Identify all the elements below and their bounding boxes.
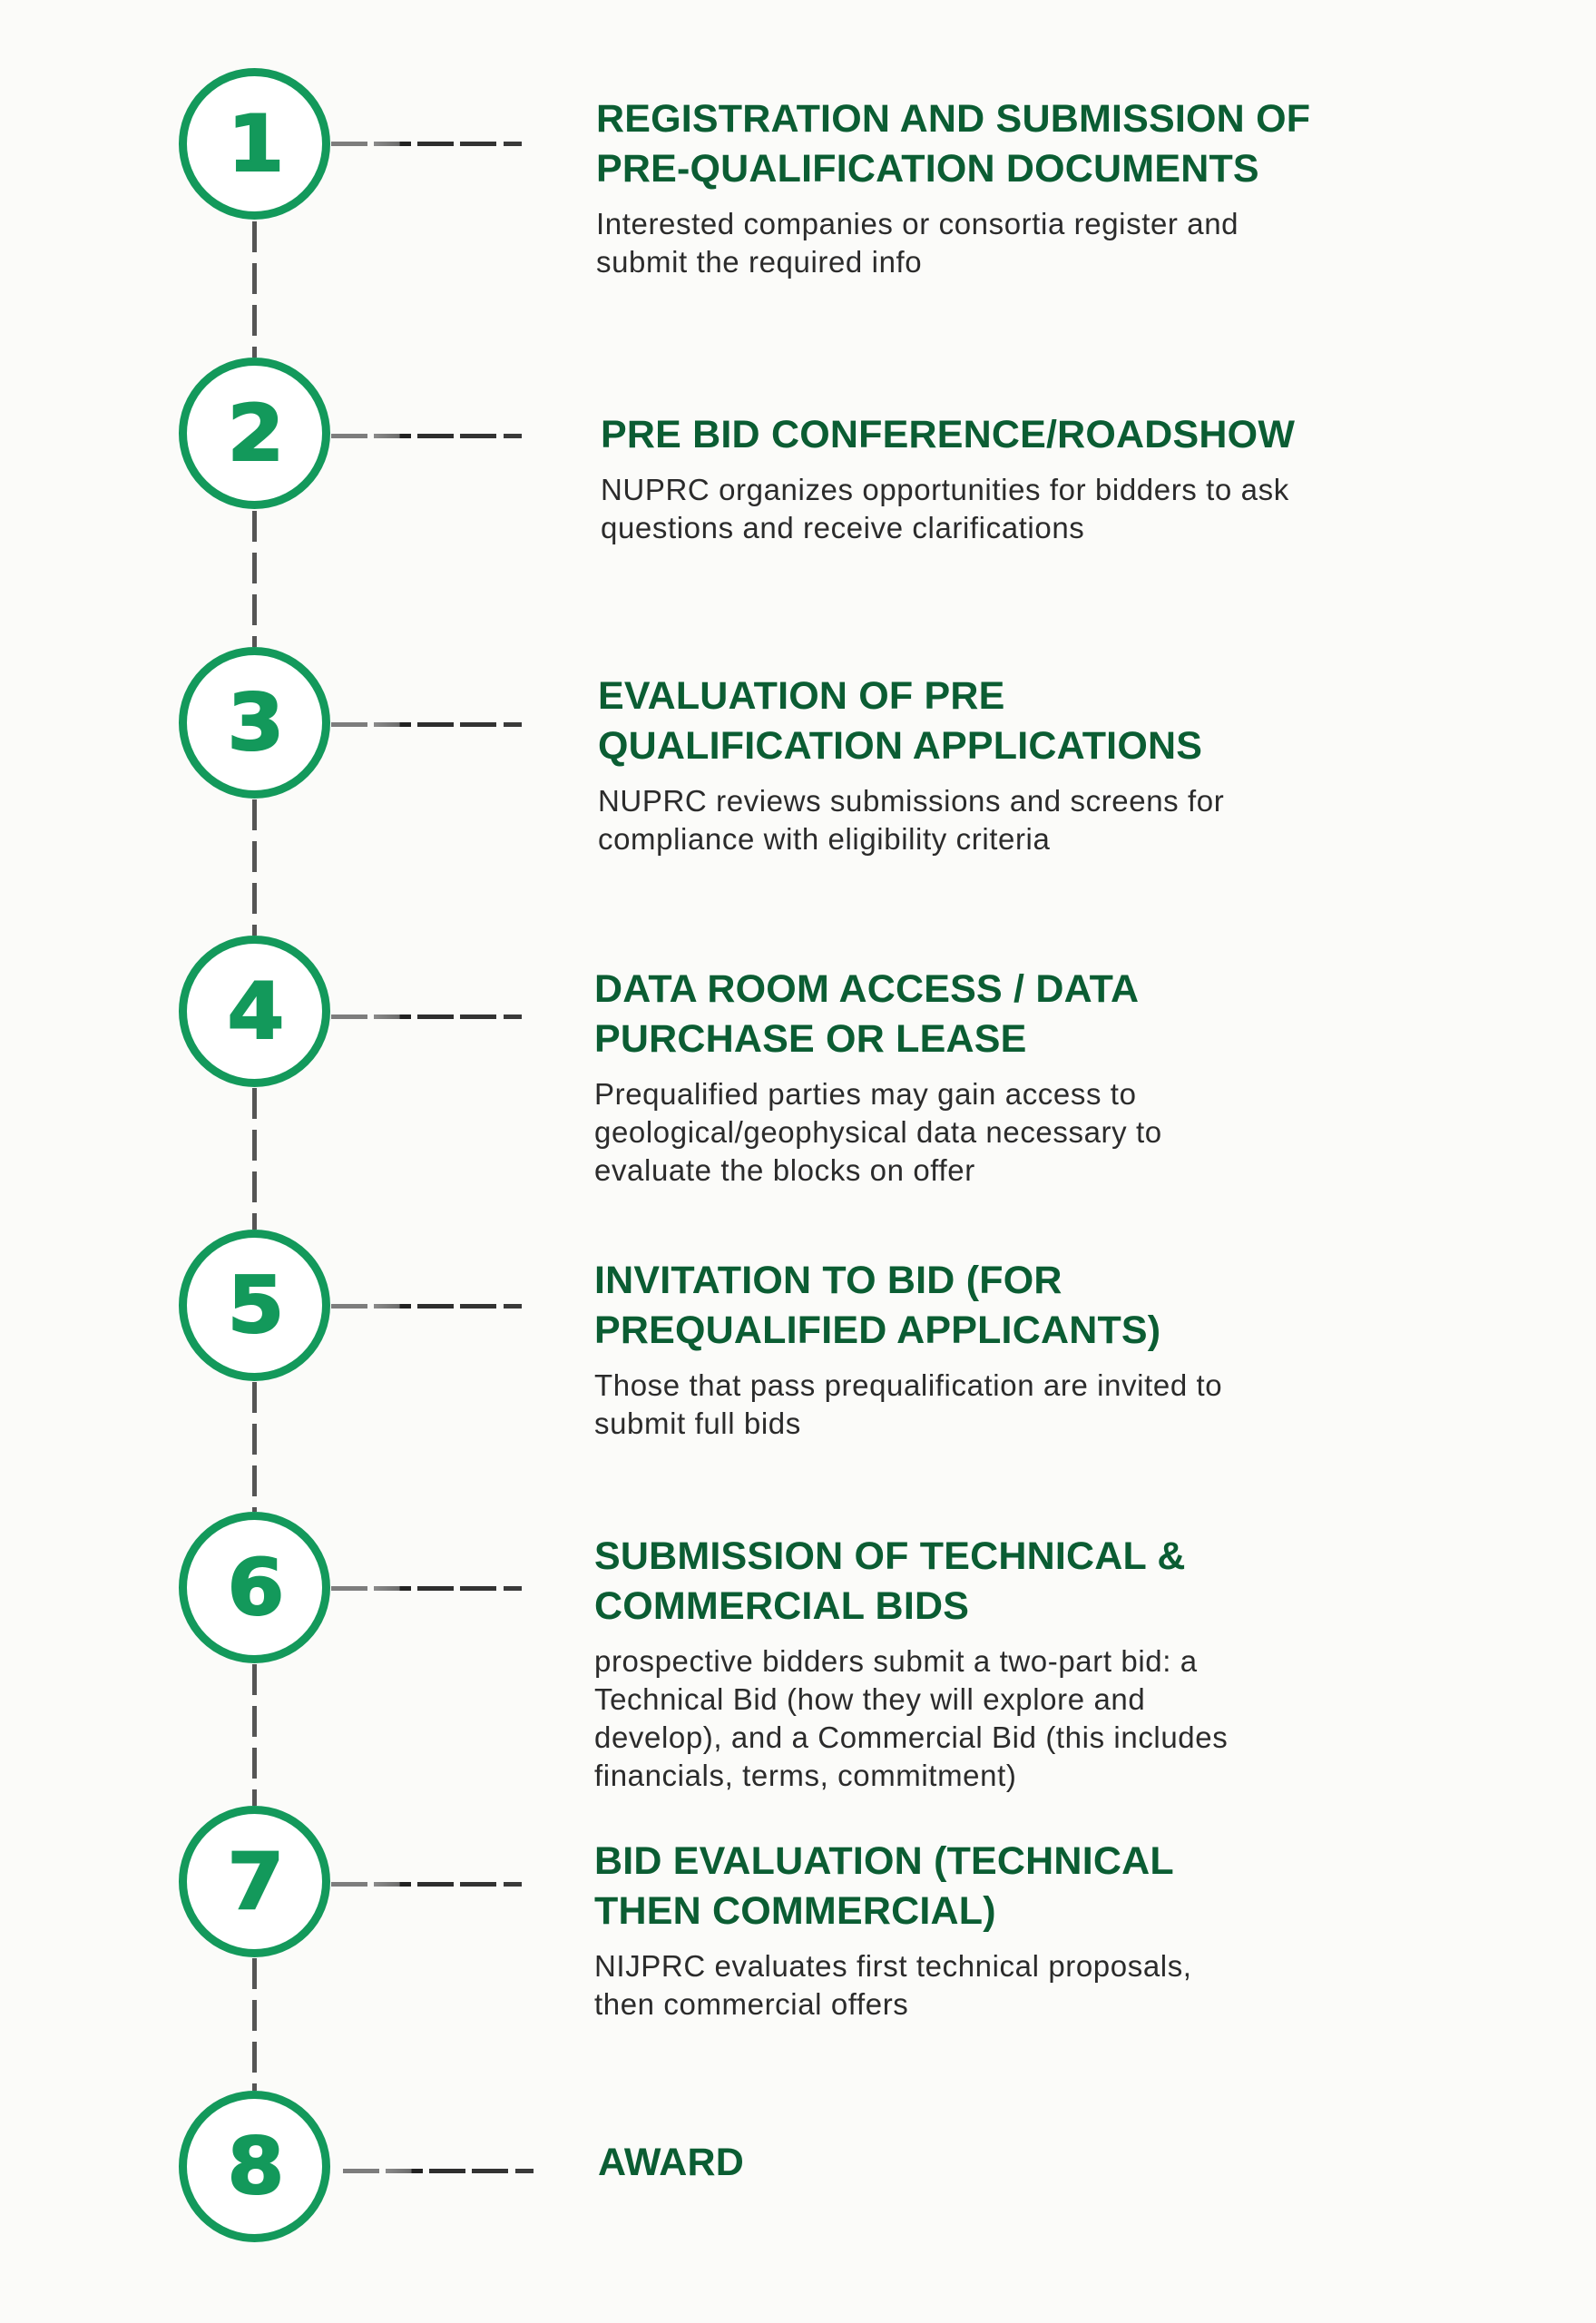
vertical-connector-3-4 (252, 799, 257, 936)
step-2-number: 2 (227, 387, 282, 479)
step-6-title-line-2: COMMERCIAL BIDS (594, 1584, 970, 1628)
step-1-content (596, 94, 1503, 281)
step-1-circle (179, 68, 330, 220)
step-1-desc-line-1: Interested companies or consortia register and (596, 207, 1239, 240)
step-4-circle (179, 936, 330, 1087)
step-7-title-line-2: THEN COMMERCIAL) (594, 1889, 996, 1933)
step-5-number: 5 (227, 1260, 282, 1351)
step-5-title-line-1: INVITATION TO BID (FOR (594, 1259, 1062, 1302)
step-3-number: 3 (227, 677, 282, 769)
step-6-description (594, 1642, 1502, 1795)
step-3-connector (331, 722, 522, 727)
step-6-desc-line-3: develop), and a Commercial Bid (this includes (594, 1720, 1229, 1754)
step-5-title (594, 1256, 1502, 1356)
vertical-connector-4-5 (252, 1088, 257, 1230)
step-6-circle (179, 1512, 330, 1663)
step-4-title-line-2: PURCHASE OR LEASE (594, 1017, 1027, 1061)
step-7-desc-line-1: NIJPRC evaluates first technical proposals, (594, 1949, 1192, 1983)
step-2-title-line-1: PRE BID CONFERENCE/ROADSHOW (601, 413, 1296, 456)
step-1-number: 1 (227, 98, 282, 190)
vertical-connector-1-2 (252, 221, 257, 358)
step-2-title (601, 410, 1508, 460)
step-5-title-line-2: PREQUALIFIED APPLICANTS) (594, 1309, 1161, 1352)
step-3-circle (179, 647, 330, 799)
step-1-title-line-1: REGISTRATION AND SUBMISSION OF (596, 97, 1311, 141)
step-7-circle (179, 1806, 330, 1957)
step-7-desc-line-2: then commercial offers (594, 1987, 909, 2021)
step-5-content (594, 1256, 1502, 1443)
step-7-title-line-1: BID EVALUATION (TECHNICAL (594, 1839, 1174, 1883)
step-8-number: 8 (227, 2121, 282, 2212)
step-2-circle (179, 358, 330, 509)
step-4-title (594, 965, 1502, 1064)
step-6-content (594, 1532, 1502, 1795)
step-3-title-line-1: EVALUATION OF PRE (598, 674, 1005, 718)
step-8-content (598, 2138, 1505, 2188)
step-3-content (598, 671, 1505, 858)
step-3-desc-line-2: compliance with eligibility criteria (598, 822, 1051, 856)
step-4-desc-line-2: geological/geophysical data necessary to (594, 1115, 1162, 1149)
step-3-desc-line-1: NUPRC reviews submissions and screens for (598, 784, 1225, 818)
step-6-connector (331, 1586, 522, 1591)
step-5-circle (179, 1230, 330, 1381)
step-1-desc-line-2: submit the required info (596, 245, 923, 279)
step-7-description (594, 1947, 1502, 2024)
step-2-description (601, 471, 1508, 547)
step-2-connector (331, 434, 522, 438)
step-6-title-line-1: SUBMISSION OF TECHNICAL & (594, 1534, 1186, 1578)
step-7-title (594, 1837, 1502, 1936)
step-1-title (596, 94, 1503, 194)
step-8-title-line-1: AWARD (598, 2141, 745, 2184)
step-5-desc-line-1: Those that pass prequalification are invited to (594, 1368, 1223, 1402)
step-4-title-line-1: DATA ROOM ACCESS / DATA (594, 967, 1140, 1011)
step-4-desc-line-1: Prequalified parties may gain access to (594, 1077, 1137, 1111)
vertical-connector-7-8 (252, 1958, 257, 2091)
vertical-connector-6-7 (252, 1664, 257, 1806)
step-2-content (601, 410, 1508, 547)
step-7-number: 7 (227, 1836, 282, 1927)
step-8-connector (343, 2169, 534, 2173)
step-6-number: 6 (227, 1542, 282, 1633)
vertical-connector-5-6 (252, 1382, 257, 1512)
step-7-connector (331, 1882, 522, 1887)
step-4-connector (331, 1014, 522, 1019)
step-4-number: 4 (227, 965, 282, 1057)
step-1-title-line-2: PRE-QUALIFICATION DOCUMENTS (596, 147, 1259, 191)
step-4-description (594, 1075, 1502, 1190)
step-6-desc-line-1: prospective bidders submit a two-part bid: a (594, 1644, 1198, 1678)
step-5-connector (331, 1304, 522, 1309)
step-8-circle (179, 2091, 330, 2242)
step-1-connector (331, 142, 522, 146)
step-2-desc-line-2: questions and receive clarifications (601, 511, 1085, 544)
step-7-content (594, 1837, 1502, 2024)
step-2-desc-line-1: NUPRC organizes opportunities for bidders to ask (601, 473, 1289, 506)
step-6-desc-line-2: Technical Bid (how they will explore and (594, 1682, 1146, 1716)
step-8-title (598, 2138, 1505, 2188)
step-6-desc-line-4: financials, terms, commitment) (594, 1759, 1017, 1792)
step-6-title (594, 1532, 1502, 1632)
step-1-description (596, 205, 1503, 281)
step-5-description (594, 1367, 1502, 1443)
step-3-description (598, 782, 1505, 858)
step-4-desc-line-3: evaluate the blocks on offer (594, 1153, 975, 1187)
vertical-connector-2-3 (252, 511, 257, 647)
step-5-desc-line-2: submit full bids (594, 1407, 801, 1440)
step-3-title (598, 671, 1505, 771)
step-4-content (594, 965, 1502, 1190)
step-3-title-line-2: QUALIFICATION APPLICATIONS (598, 724, 1203, 768)
